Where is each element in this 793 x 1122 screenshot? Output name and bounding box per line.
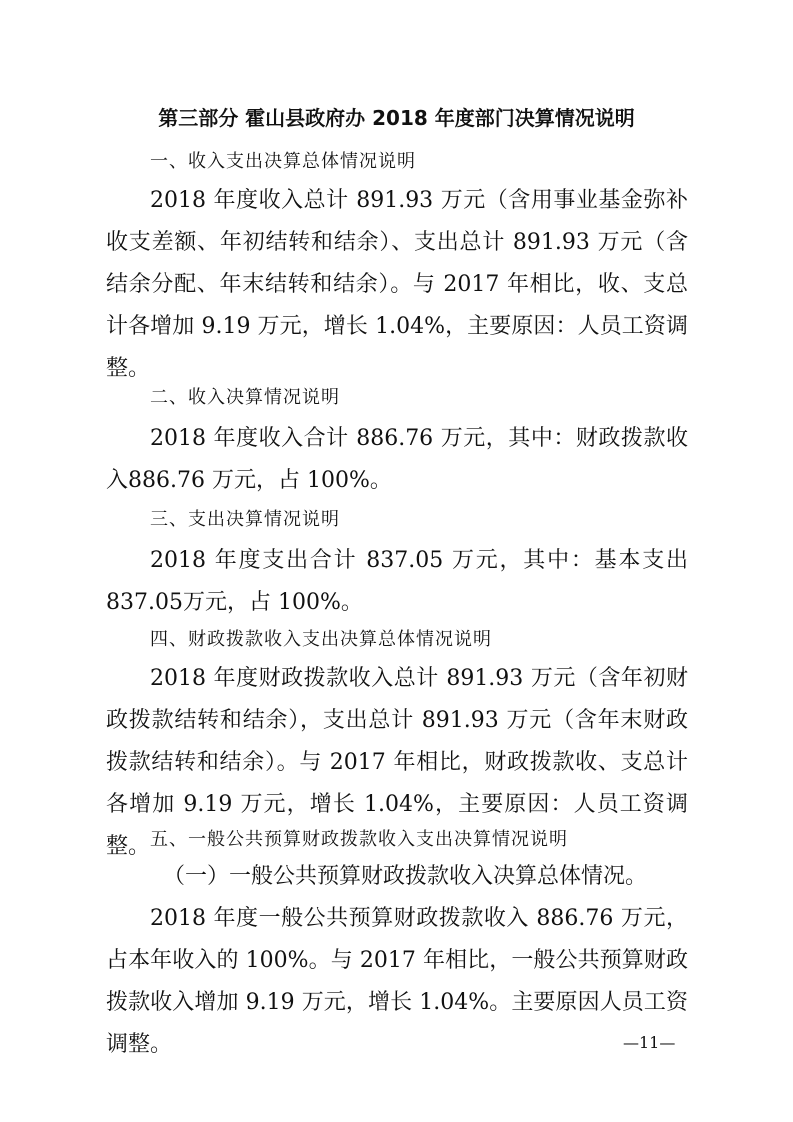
- page-number: —11—: [623, 1033, 676, 1052]
- section-heading-3: 三、支出决算情况说明: [150, 509, 340, 530]
- section-paragraph-1: 2018 年度收入总计 891.93 万元（含用事业基金弥补收支差额、年初结转和结余）、支出总计 891.93 万元（含结余分配、年末结转和结余）。与 2017 年相比，收、支总计各增加 9.19 万元，增长 1.04%，主要原因：人员工资调整。: [106, 188, 688, 381]
- page-title: 第三部分 霍山县政府办 2018 年度部门决算情况说明: [158, 106, 635, 130]
- section-paragraph-5: 2018 年度一般公共预算财政拨款收入 886.76 万元，占本年收入的 100%。与 2017 年相比，一般公共预算财政拨款收入增加 9.19 万元，增长 1.04%。主要原因人员工资调整。: [106, 906, 688, 1057]
- section-paragraph-4: 2018 年度财政拨款收入总计 891.93 万元（含年初财政拨款结转和结余），支出总计 891.93 万元（含年末财政拨款结转和结余）。与 2017 年相比，财政拨款收、支总计各增加 9.19 万元，增长 1.04%，主要原因：人员工资调整。: [106, 666, 688, 859]
- section-heading-5: 五、一般公共预算财政拨款收入支出决算情况说明: [150, 829, 568, 850]
- section-heading-1: 一、收入支出决算总体情况说明: [150, 151, 416, 172]
- section-heading-4: 四、财政拨款收入支出决算总体情况说明: [150, 629, 492, 650]
- section-heading-2: 二、收入决算情况说明: [150, 387, 340, 408]
- section-subheading-5: （一）一般公共预算财政拨款收入决算总体情况。: [163, 864, 648, 889]
- section-paragraph-3: 2018 年度支出合计 837.05 万元，其中：基本支出837.05万元，占 100%。: [106, 548, 688, 615]
- section-paragraph-2: 2018 年度收入合计 886.76 万元，其中：财政拨款收入886.76 万元，占 100%。: [106, 426, 688, 493]
